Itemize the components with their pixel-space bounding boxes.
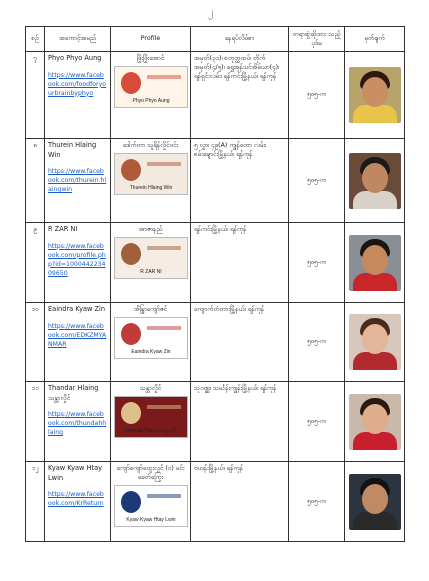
- profile-name: အိန္ဒြာကျော်ဇင်: [133, 306, 168, 313]
- account-cell: [45, 303, 111, 382]
- address-cell: ကျောက်တံတားမြို့နယ်၊ ရန်ကုန်: [191, 303, 289, 382]
- profile-name: သန္တာလှိုင်: [139, 385, 162, 392]
- address-cell: ၅ လွှာ၊ ၄၉(A) ကျွန်တော လမ်း၊ စမ်းချောင်းမြို့နယ်၊ ရန်ကုန်: [191, 139, 289, 223]
- profile-name: ဒေါက်တာ သူရိန်လှိုင်ဝင်း: [122, 142, 179, 149]
- photo-cell: [345, 52, 405, 139]
- section-cell: ၅၀၅-က: [289, 462, 345, 542]
- header-photo: မှတ်ချက်: [345, 27, 405, 52]
- profile-banner-stripe: [147, 246, 181, 250]
- section-cell: ၅၀၅-က: [289, 223, 345, 303]
- profile-cell: [111, 139, 191, 223]
- profile-avatar-icon: [121, 243, 141, 265]
- profile-cell: [111, 303, 191, 382]
- profile-banner-stripe: [147, 162, 181, 166]
- account-cell: [45, 52, 111, 139]
- profile-thumbnail: [114, 66, 188, 108]
- profile-thumbnail: [114, 237, 188, 279]
- person-photo: [349, 67, 401, 123]
- profile-cell: [111, 382, 191, 462]
- facebook-link[interactable]: https://www.facebook.com/KrReturn: [48, 491, 104, 508]
- row-number: ၇: [26, 52, 45, 139]
- account-name: Eaindra Kyaw Zin: [48, 305, 106, 313]
- account-name: Phyo Phyo Aung: [48, 54, 102, 62]
- profile-name: ကျော်ကျော်ထွေးလွင် (ဝ) မင်းခေတ်ကြွေး: [116, 465, 185, 482]
- person-photo: [349, 235, 401, 291]
- profile-caption: Thurein Hlaing Win: [129, 184, 173, 191]
- profile-caption: Eaindra Kyaw Zin: [131, 348, 171, 355]
- account-cell: [45, 382, 111, 462]
- section-cell: ၅၀၅-က: [289, 52, 345, 139]
- profile-thumbnail: [114, 153, 188, 195]
- profile-caption: Thandar Hlaing သန္တာလှိုင်: [124, 427, 178, 434]
- profile-avatar-icon: [121, 72, 141, 94]
- profile-banner-stripe: [147, 405, 181, 409]
- account-name: R ZAR NI: [48, 225, 78, 233]
- profile-caption: R ZAR NI: [140, 268, 162, 275]
- accounts-table: [25, 26, 405, 542]
- address-cell: ဗဟန်းမြို့နယ်၊ ရန်ကုန်: [191, 462, 289, 542]
- table-row: [26, 223, 405, 303]
- account-cell: [45, 223, 111, 303]
- facebook-link[interactable]: https://www.facebook.com/thurein.hlaingwin: [48, 168, 107, 194]
- address-cell: ရန်ကင်းမြို့နယ်၊ ရန်ကုန်: [191, 223, 289, 303]
- header-section: တရားစွဲဆိုထား သည့်ပုဒ်မ: [289, 27, 345, 52]
- section-cell: ၅၀၅-က: [289, 139, 345, 223]
- facebook-link[interactable]: https://www.facebook.com/thundahhlaing: [48, 411, 107, 437]
- profile-thumbnail: [114, 485, 188, 527]
- profile-cell: [111, 52, 191, 139]
- profile-thumbnail: [114, 396, 188, 438]
- person-photo: [349, 474, 401, 530]
- photo-cell: [345, 382, 405, 462]
- account-name: Thurein Hlaing Win: [48, 141, 97, 159]
- section-cell: ၅၀၅-က: [289, 303, 345, 382]
- row-number: ၁၂: [26, 462, 45, 542]
- account-name: Kyaw Kyaw Htay Lwin: [48, 464, 103, 482]
- facebook-link[interactable]: https://www.facebook.com/EDKZMYANMAR: [48, 322, 107, 348]
- row-number: ၈: [26, 139, 45, 223]
- account-cell: [45, 139, 111, 223]
- profile-avatar-icon: [121, 491, 141, 513]
- profile-avatar-icon: [121, 323, 141, 345]
- table-row: [26, 303, 405, 382]
- page-number: ၂: [208, 7, 213, 18]
- profile-name: ဖြိုးဖြိုးအောင်: [136, 55, 165, 62]
- profile-avatar-icon: [121, 159, 141, 181]
- profile-caption: Phyo Phyo Aung: [132, 97, 170, 104]
- address-cell: အမှတ်(၃၁)၊ စတုတ္ထထပ်၊ တိုက်အမှတ်(၄/၅)၊ ရွှေအုန်းပင်အိမ်ယာ(၄)၊ ရန်ရှင်းလမ်း၊ ရန်ကင်းမြို့နယ်၊ ရန်ကုန်: [191, 52, 289, 139]
- header-no: စဉ်: [26, 27, 45, 52]
- photo-cell: [345, 223, 405, 303]
- profile-banner-stripe: [147, 326, 181, 330]
- account-cell: [45, 462, 111, 542]
- table-header-row: [26, 27, 405, 52]
- header-account: အကောင့်အမည်: [45, 27, 111, 52]
- profile-cell: [111, 462, 191, 542]
- table-row: [26, 139, 405, 223]
- header-address: နေရပ်လိပ်စာ: [191, 27, 289, 52]
- profile-caption: Kyaw Kyaw Htay Lwin: [126, 517, 176, 523]
- photo-cell: [345, 462, 405, 542]
- profile-banner-stripe: [147, 75, 181, 79]
- row-number: ၉: [26, 223, 45, 303]
- profile-banner-stripe: [147, 494, 181, 498]
- facebook-link[interactable]: https://www.facebook.com/foodforyourbrainbyphyo: [48, 71, 107, 97]
- row-number: ၁၀: [26, 303, 45, 382]
- person-photo: [349, 314, 401, 370]
- account-name: Thandar Hlaing သန္တာလှိုင်: [48, 384, 99, 402]
- person-photo: [349, 394, 401, 450]
- address-cell: သုဝဏ္ဏ၊ သင်္ဃန်းကျွန်းမြို့နယ်၊ ရန်ကုန်: [191, 382, 289, 462]
- row-number: ၁၁: [26, 382, 45, 462]
- profile-name: အာဇာနည်: [138, 226, 163, 233]
- table-row: [26, 52, 405, 139]
- photo-cell: [345, 139, 405, 223]
- section-cell: ၅၀၅-က: [289, 382, 345, 462]
- facebook-link[interactable]: https://www.facebook.com/profile.php?id=100044223409650: [48, 242, 106, 277]
- person-photo: [349, 153, 401, 209]
- profile-thumbnail: [114, 317, 188, 359]
- table-row: [26, 462, 405, 542]
- profile-cell: [111, 223, 191, 303]
- photo-cell: [345, 303, 405, 382]
- table-row: [26, 382, 405, 462]
- profile-avatar-icon: [121, 402, 141, 424]
- header-profile: Profile: [111, 27, 191, 52]
